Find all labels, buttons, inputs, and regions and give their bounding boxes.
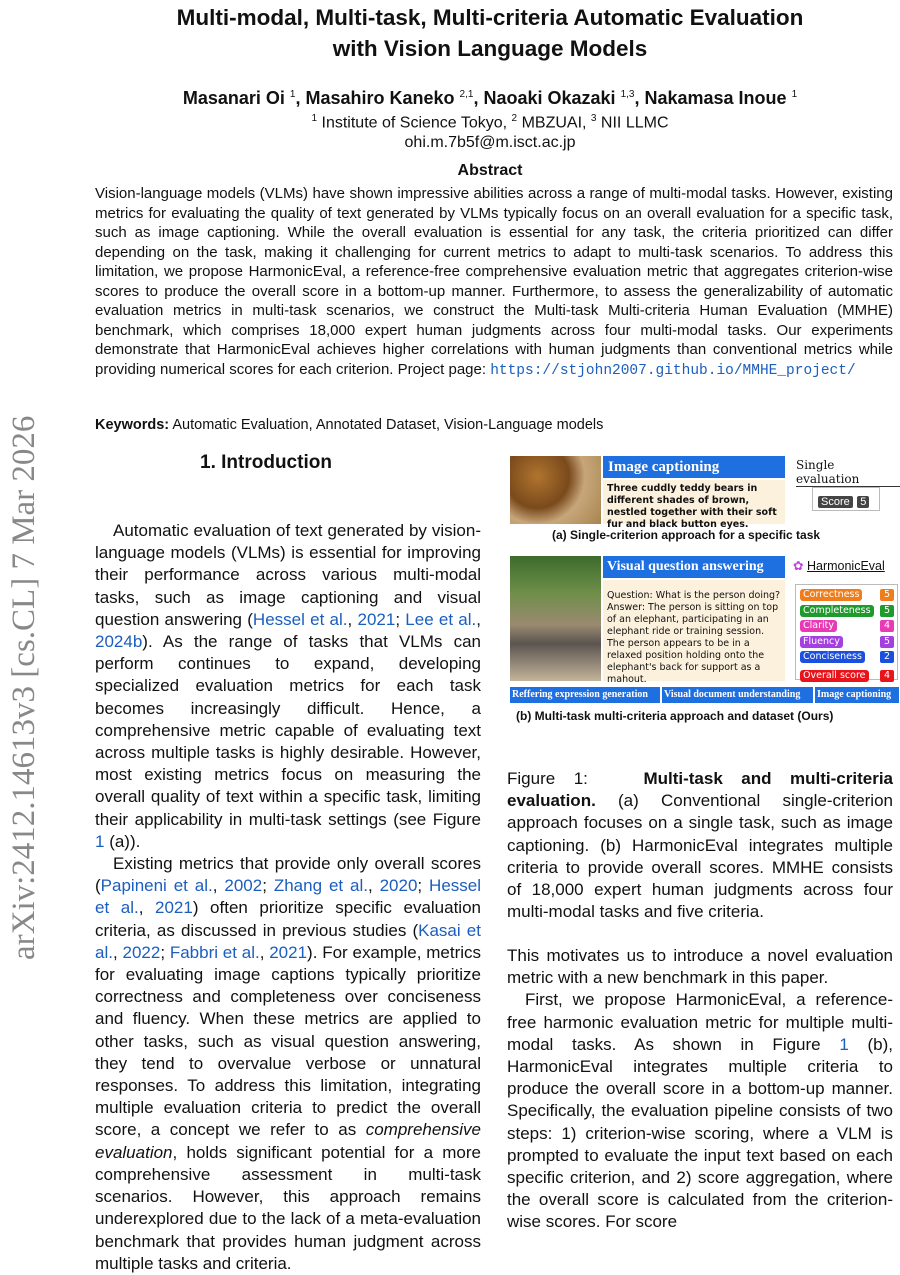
- citation-link[interactable]: 2002: [224, 876, 263, 896]
- text-span: ,: [212, 876, 225, 896]
- text-span: ). As the range of tasks that VLMs can perform continues to expand, developing specialized evaluation metrics for each task becomes increasingly difficult. Hence, a comprehensive metric capable of evaluating text across multiple tasks is highly desirable. However, most existing metrics focus on measuring the overall quality of text within a specific task, limiting their applicability in multi-task settings (see Figure: [95, 632, 481, 829]
- text-span: ,: [347, 609, 358, 629]
- abstract: [95, 184, 893, 381]
- criterion-conciseness: Conciseness: [800, 651, 865, 663]
- text-span: First, we propose HarmonicEval, a reference-free harmonic evaluation metric for multiple multi-modal tasks. As shown in Figure: [507, 990, 893, 1054]
- text-span: , holds significant potential for a more comprehensive assessment in multi-task scenarios. However, this approach remains underexplored due to the lack of a meta-evaluation benchmark that provides human judgment across multiple tasks and criteria.: [95, 1142, 481, 1273]
- text-span: ,: [476, 609, 481, 629]
- affil-mark: 2: [511, 113, 518, 124]
- citation-link[interactable]: 2021: [269, 942, 308, 962]
- criterion-score: 5: [880, 605, 894, 617]
- subcaption-a: (a) Single-criterion approach for a specific task: [552, 528, 821, 542]
- task-label-vqa: Visual question answering: [603, 556, 785, 578]
- citation-link[interactable]: 2020: [379, 876, 418, 896]
- task-label: Reffering expression generation: [510, 687, 660, 703]
- text-span: ;: [160, 942, 170, 962]
- elephant-image: [510, 556, 601, 681]
- citation-link[interactable]: Lee et al.: [405, 609, 477, 629]
- affil-name: MBZUAI: [521, 114, 583, 132]
- caption-text: (a) Conventional single-criterion approach focuses on a single task, such as image captioning. (b) HarmonicEval integrates multiple criteria to provide overall scores. MMHE consists of 18,000 expert human judgments across four multi-modal tasks and five criteria.: [507, 791, 893, 922]
- caption-label: Figure 1:: [507, 769, 588, 788]
- criterion-overall-score: Overall score: [800, 670, 869, 682]
- star-logo-icon: ✿: [793, 559, 804, 573]
- single-evaluation-label: Single evaluation: [796, 458, 900, 487]
- keywords-label: Keywords:: [95, 417, 170, 433]
- citation-link[interactable]: Kasai et al.: [95, 920, 481, 962]
- affil-mark: 1: [311, 113, 318, 124]
- email: ohi.m.7b5f@m.isct.ac.jp: [404, 134, 576, 151]
- criterion-score: 5: [880, 589, 894, 601]
- paragraph: [507, 989, 893, 1233]
- teddy-bears-image: [510, 456, 601, 524]
- text-span: (a)).: [104, 831, 141, 851]
- affil-name: NII LLMC: [600, 114, 669, 132]
- left-column: [95, 520, 481, 1275]
- author-affil-mark: 2,1: [459, 89, 474, 100]
- text-span: ) often prioritize specific evaluation criteria, as discussed in previous studies (: [95, 898, 481, 940]
- task-label: Visual document understanding: [662, 687, 813, 703]
- criterion-completeness: Completeness: [800, 605, 874, 617]
- citation-link[interactable]: 2021: [357, 609, 396, 629]
- paragraph: [95, 520, 481, 853]
- section-heading: 1. Introduction: [200, 452, 332, 473]
- project-link[interactable]: https://stjohn2007.github.io/MMHE_project/: [490, 362, 856, 379]
- harmoniceval-brand: [793, 558, 885, 573]
- score-value: 5: [857, 496, 869, 508]
- text-span: Automatic evaluation of text generated by vision-language models (VLMs) is essential for improving their performance across various multi-modal tasks, such as image captioning and visual question answering (: [95, 521, 481, 629]
- text-span: ;: [395, 609, 406, 629]
- affil-mark: 3: [590, 113, 597, 124]
- author-affil-mark: 1: [791, 89, 798, 100]
- paper-title: [100, 2, 880, 64]
- criterion-score: 2: [880, 651, 894, 663]
- author-affil-mark: 1: [289, 89, 296, 100]
- citation-link[interactable]: 1: [839, 1034, 849, 1054]
- text-span: ;: [417, 876, 430, 896]
- affil-name: Institute of Science Tokyo: [321, 114, 503, 132]
- right-column: [507, 945, 893, 1234]
- author-name: Masahiro Kaneko: [305, 88, 455, 108]
- text-span: ;: [262, 876, 274, 896]
- score-box: [812, 487, 880, 511]
- author-name: Nakamasa Inoue: [644, 88, 787, 108]
- brand-name: HarmonicEval: [806, 559, 885, 573]
- text-span: ,: [138, 898, 155, 918]
- task-label-image-captioning: Image captioning: [603, 456, 785, 478]
- text-span: ). For example, metrics for evaluating image captions typically prioritize correctness and completeness over conciseness and fluency. When these metrics are applied to other tasks, such as visual question answering, they tend to overvalue verbose or unnatural responses. To address this limitation, integrating multiple evaluation criteria to predict the overall score, a concept we refer to as: [95, 942, 482, 1140]
- caption-title: Multi-task and multi-criteria evaluation.: [507, 769, 894, 811]
- citation-link[interactable]: Hessel et al.: [252, 609, 348, 629]
- subcaption-b: (b) Multi-task multi-criteria approach and dataset (Ours): [516, 709, 834, 723]
- criterion-score: 4: [880, 620, 894, 632]
- paragraph: [507, 945, 893, 989]
- text-span: This motivates us to introduce a novel evaluation metric with a new benchmark in this paper.: [507, 946, 893, 988]
- criterion-clarity: Clarity: [800, 620, 837, 632]
- citation-link[interactable]: Zhang et al.: [273, 876, 368, 896]
- citation-link[interactable]: 1: [95, 831, 105, 851]
- criteria-box: [795, 584, 898, 680]
- score-label: Score: [818, 496, 853, 508]
- caption-example: Three cuddly teddy bears in different shades of brown, nestled together with their soft fur and black button eyes.: [603, 480, 785, 524]
- title-line: with Vision Language Models: [332, 36, 648, 61]
- text-span: ,: [367, 876, 380, 896]
- citation-link[interactable]: Papineni et al.: [100, 876, 213, 896]
- text-span: (b), HarmonicEval integrates multiple criteria to produce the overall score in a bottom-up manner. Specifically, the evaluation pipeline consists of two steps: 1) criterion-wise scoring, where a VLM is prompted to evaluate the input text based on each specific criterion, and 2) score aggregation, where the overall score is calculated from the criterion-wise scores. For score: [507, 1034, 893, 1232]
- paragraph: [95, 853, 481, 1275]
- citation-link[interactable]: 2022: [122, 942, 161, 962]
- citation-link[interactable]: 2021: [155, 898, 193, 918]
- author-name: Naoaki Okazaki: [483, 88, 616, 108]
- criterion-score: 5: [880, 636, 894, 648]
- arxiv-stamp: arXiv:2412.14613v3 [cs.CL] 7 Mar 2026: [6, 415, 42, 960]
- text-span: comprehensive evaluation: [95, 1120, 481, 1162]
- text-span: Existing metrics that provide only overall scores (: [95, 854, 481, 896]
- author-name: Masanari Oi: [182, 88, 285, 108]
- affiliations: $^1$ Institute of Science Tokyo, $^2$ MBZUAI, $^3$ NII LLMC: [311, 113, 669, 132]
- task-label: Image captioning: [815, 687, 899, 703]
- citation-link[interactable]: Fabbri et al.: [169, 942, 260, 962]
- citation-link[interactable]: 2024b: [95, 632, 143, 652]
- citation-link[interactable]: Hessel et al.: [95, 876, 482, 918]
- text-span: ,: [112, 942, 123, 962]
- criterion-score: 4: [880, 670, 894, 682]
- vqa-example: Question: What is the person doing? Answer: The person is sitting on top of an elephant, participating in an elephant ride or training session. The person appears to be in a relaxed position holding onto the elephant's back for support as a mahout.: [603, 580, 785, 681]
- text-span: ,: [259, 942, 270, 962]
- author-affil-mark: 1,3: [620, 89, 635, 100]
- authors: Masanari Oi $^1$, Masahiro Kaneko $^{2,1}$, Naoaki Okazaki $^{1,3}$, Nakamasa Inoue $^1$: [182, 88, 798, 108]
- abstract-heading: Abstract: [457, 162, 523, 179]
- abstract-text: Vision-language models (VLMs) have shown impressive abilities across a range of multi-modal tasks. However, existing metrics for evaluating the quality of text generated by VLMs typically focus on an overall evaluation for a specific task, such as image captioning. While the overall evaluation is essential for any task, the criteria prioritized can differ depending on the task, making it challenging for current metrics to adapt to multi-task scenarios. To address this limitation, we propose HarmonicEval, a reference-free comprehensive evaluation metric that aggregates criterion-wise scores to produce the overall score in a bottom-up manner. Furthermore, to assess the generalizability of automatic evaluation metrics in multi-task scenarios, we construct the Multi-task Multi-criteria Human Evaluation (MMHE) benchmark, which comprises 18,000 expert human judgments across four multi-modal tasks. Our experiments demonstrate that HarmonicEval achieves higher correlations with human judgments than conventional metrics while providing numerical scores for each criterion. Project page:: [95, 185, 893, 378]
- title-line: Multi-modal, Multi-task, Multi-criteria Automatic Evaluation: [176, 5, 804, 30]
- figure-caption: [507, 768, 893, 923]
- criterion-correctness: Correctness: [800, 589, 862, 601]
- keywords-text: Automatic Evaluation, Annotated Dataset, Vision-Language models: [172, 417, 604, 433]
- criterion-fluency: Fluency: [800, 636, 843, 648]
- keywords: [95, 417, 603, 433]
